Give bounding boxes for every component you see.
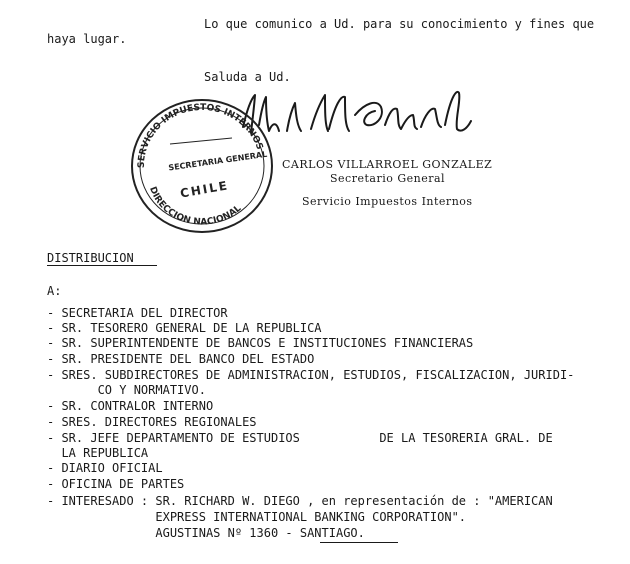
signatory-name: CARLOS VILLARROEL GONZALEZ [282,158,493,171]
distribution-heading-underline [47,265,157,266]
list-item: - OFICINA DE PARTES [47,477,185,491]
list-item: - SR. PRESIDENTE DEL BANCO DEL ESTADO [47,352,315,366]
santiago-underline [320,542,398,543]
list-item: - SECRETARIA DEL DIRECTOR [47,306,228,320]
distribution-to-label: A: [47,284,62,298]
seal-top-arc: SERVICIO IMPUESTOS INTERNOS [136,102,265,169]
seal-country: CHILE [179,178,230,201]
closing-line-2: haya lugar. [47,32,127,46]
list-item: - SRES. DIRECTORES REGIONALES [47,415,257,429]
signatory-office: Servicio Impuestos Internos [302,195,473,208]
signatory-title: Secretario General [330,172,446,185]
official-seal [126,92,276,237]
list-item: EXPRESS INTERNATIONAL BANKING CORPORATION". [47,510,467,524]
closing-line-1: Lo que comunico a Ud. para su conocimiento y fines que [204,17,595,31]
seal-bottom-arc: DIRECCION NACIONAL [147,185,244,228]
list-item: - INTERESADO : SR. RICHARD W. DIEGO , en representación de : "AMERICAN [47,494,553,508]
list-item: AGUSTINAS Nº 1360 - SANTIAGO. [47,526,365,540]
list-item: LA REPUBLICA [47,446,149,460]
list-item: - SRES. SUBDIRECTORES DE ADMINISTRACION, ESTUDIOS, FISCALIZACION, JURIDI- [47,368,575,382]
list-item: - SR. CONTRALOR INTERNO [47,399,214,413]
list-item: - DIARIO OFICIAL [47,461,163,475]
list-item: CO Y NORMATIVO. [47,383,206,397]
seal-middle: SECRETARIA GENERAL [167,149,268,173]
list-item: - SR. TESORERO GENERAL DE LA REPUBLICA [47,321,322,335]
list-item: - SR. SUPERINTENDENTE DE BANCOS E INSTITUCIONES FINANCIERAS [47,336,474,350]
distribution-heading: DISTRIBUCION [47,251,134,265]
salutation: Saluda a Ud. [204,70,291,84]
list-item: - SR. JEFE DEPARTAMENTO DE ESTUDIOS DE LA TESORERIA GRAL. DE [47,431,553,445]
